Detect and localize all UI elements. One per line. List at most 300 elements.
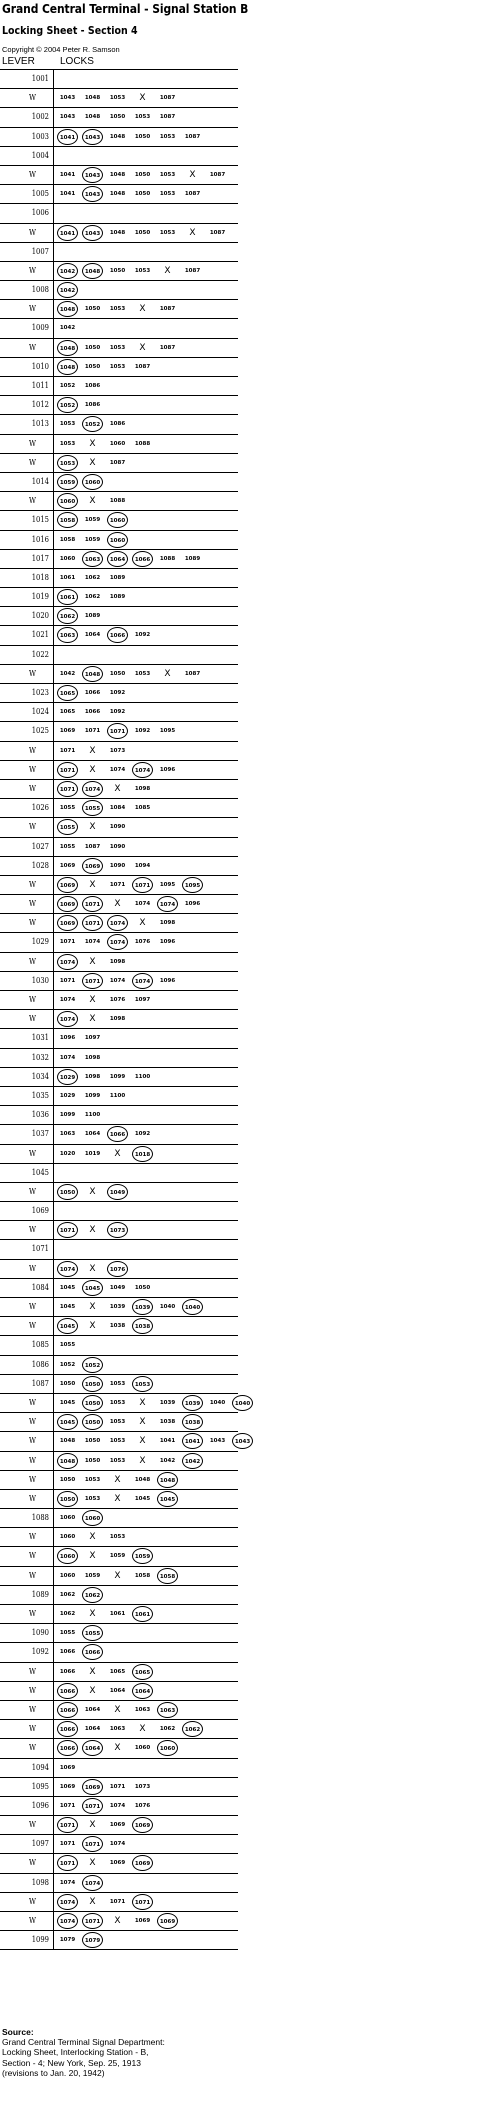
lock-circled-number: 1066 [132, 551, 153, 567]
lever-row [0, 626, 238, 645]
lock-number: 1087 [109, 459, 126, 466]
lever-label: 1090 [31, 1628, 49, 1638]
lever-row [0, 1375, 238, 1394]
lever-row [0, 780, 238, 799]
lock-circled-number: 1050 [57, 1184, 78, 1200]
lock-x-mark: X [139, 1436, 146, 1447]
lever-label: 1099 [31, 1935, 49, 1945]
lock-number: 1087 [209, 171, 226, 178]
lever-label: 1025 [31, 726, 49, 736]
lock-circled-number: 1045 [57, 1318, 78, 1334]
lever-label: W [29, 1820, 36, 1830]
lock-number: 1064 [84, 632, 101, 639]
lock-number: 1098 [159, 920, 176, 927]
lock-number: 1074 [59, 997, 76, 1003]
lever-row [0, 243, 238, 262]
lock-circled-number: 1063 [82, 551, 103, 567]
lock-number: 1064 [109, 1687, 126, 1694]
lever-row [0, 1087, 238, 1106]
lever-label: W [29, 899, 36, 909]
lock-number: 1053 [159, 133, 176, 140]
lock-circled-number: 1048 [57, 1453, 78, 1469]
lock-circled-number: 1071 [82, 1836, 103, 1852]
lock-circled-number: 1074 [82, 781, 103, 797]
lock-circled-number: 1074 [132, 762, 153, 778]
lever-label: 1094 [31, 1762, 49, 1772]
lock-number: 1099 [59, 1112, 76, 1119]
lock-number: 1060 [59, 555, 76, 562]
lock-number: 1073 [109, 747, 126, 754]
lever-row [0, 1547, 238, 1566]
lever-label: W [29, 1263, 36, 1273]
lock-number: 1065 [59, 709, 76, 716]
lever-row [0, 1778, 238, 1797]
lock-number: 1074 [59, 1054, 76, 1061]
lock-circled-number: 1060 [82, 474, 103, 490]
lever-label: 1034 [31, 1071, 49, 1081]
column-header-locks: LOCKS [60, 56, 94, 67]
lock-number: 1065 [109, 1668, 126, 1675]
lever-row [0, 991, 238, 1010]
lock-number: 1099 [109, 1073, 126, 1080]
lock-number: 1087 [184, 191, 201, 198]
lever-label: 1035 [31, 1090, 49, 1100]
lever-row [0, 838, 238, 857]
lever-label: 1002 [31, 112, 49, 122]
lock-number: 1043 [59, 114, 76, 121]
lock-x-mark: X [89, 1321, 96, 1332]
lock-number: 1053 [109, 1534, 126, 1541]
lever-label: 1032 [31, 1052, 49, 1062]
lever-label: W [29, 1455, 36, 1465]
lock-number: 1050 [134, 229, 151, 236]
lock-number: 1045 [59, 1399, 76, 1406]
lever-label: W [29, 1302, 36, 1311]
lever-row [0, 185, 238, 204]
lever-label: W [29, 1551, 36, 1561]
lock-circled-number: 1060 [82, 1510, 103, 1526]
lock-circled-number: 1058 [57, 512, 78, 528]
lock-circled-number: 1050 [82, 1395, 103, 1411]
lever-row [0, 1739, 238, 1758]
lock-circled-number: 1053 [57, 455, 78, 471]
lever-label: 1095 [31, 1781, 49, 1791]
lock-number: 1071 [84, 728, 101, 735]
lock-number: 1045 [59, 1304, 76, 1310]
lock-x-mark: X [89, 1858, 96, 1869]
lock-number: 1050 [134, 133, 151, 140]
lock-number: 1090 [109, 824, 126, 831]
lock-number: 1059 [84, 536, 101, 543]
lock-number: 1092 [109, 690, 126, 696]
lock-circled-number: 1069 [57, 915, 78, 931]
lock-circled-number: 1066 [82, 1644, 103, 1660]
lever-row [0, 684, 238, 703]
lock-number: 1063 [134, 1706, 151, 1713]
lock-number: 1048 [109, 133, 126, 140]
lever-row [0, 1567, 238, 1586]
source-line: (revisions to Jan. 20, 1942) [2, 2067, 105, 2078]
lever-label: 1012 [31, 400, 49, 410]
lever-label: W [29, 1397, 36, 1407]
lever-label: 1087 [31, 1378, 49, 1388]
lock-number: 1096 [59, 1035, 76, 1042]
lock-circled-number: 1045 [157, 1491, 178, 1507]
lock-number: 1095 [159, 728, 176, 735]
lever-row [0, 569, 238, 588]
lock-number: 1061 [59, 574, 76, 581]
lock-number: 1071 [59, 1841, 76, 1848]
lever-label: W [29, 1493, 36, 1503]
lock-number: 1045 [59, 1284, 76, 1291]
lock-number: 1060 [59, 1534, 76, 1541]
lever-row [0, 1010, 238, 1029]
lock-x-mark: X [89, 496, 96, 507]
lever-label: 1045 [31, 1167, 49, 1177]
lock-number: 1069 [109, 1822, 126, 1829]
lock-circled-number: 1055 [82, 1625, 103, 1641]
lever-label: 1084 [31, 1282, 49, 1292]
lock-number: 1064 [84, 1706, 101, 1713]
lever-row [0, 1528, 238, 1547]
lever-label: 1018 [31, 572, 49, 582]
lock-number: 1039 [159, 1399, 176, 1406]
lever-label: 1007 [31, 246, 49, 256]
lever-row [0, 1797, 238, 1816]
lock-circled-number: 1074 [132, 973, 153, 989]
lock-x-mark: X [89, 1666, 96, 1677]
lock-number: 1050 [59, 1380, 76, 1387]
lever-row [0, 1605, 238, 1624]
lock-number: 1053 [109, 1438, 126, 1445]
lever-row [0, 1931, 238, 1950]
lever-row [0, 1452, 238, 1471]
lock-number: 1079 [59, 1937, 76, 1944]
lever-label: W [29, 1474, 36, 1484]
lever-row [0, 339, 238, 358]
lever-label: 1030 [31, 975, 49, 985]
lock-circled-number: 1066 [107, 627, 128, 643]
lock-number: 1042 [159, 1457, 176, 1464]
lever-label: 1006 [31, 208, 49, 218]
lock-x-mark: X [114, 783, 121, 794]
lock-number: 1086 [109, 421, 126, 428]
lever-row [0, 1682, 238, 1701]
lever-label: 1014 [31, 476, 49, 486]
lock-number: 1050 [134, 191, 151, 198]
lock-x-mark: X [114, 1916, 121, 1926]
source-line: Section - 4; New York, Sep. 25, 1913 [2, 2057, 141, 2068]
lock-circled-number: 1050 [57, 1491, 78, 1507]
lock-circled-number: 1048 [82, 666, 103, 682]
lever-label: W [29, 1896, 36, 1906]
lock-number: 1088 [159, 555, 176, 562]
lock-number: 1060 [109, 440, 126, 447]
lever-label: 1071 [31, 1244, 49, 1254]
page-subtitle: Locking Sheet - Section 4 [2, 24, 138, 37]
lock-circled-number: 1060 [57, 1548, 78, 1564]
lever-row [0, 895, 238, 914]
lock-x-mark: X [139, 1455, 146, 1466]
lock-number: 1050 [84, 306, 101, 313]
lock-number: 1063 [109, 1726, 126, 1733]
lock-x-mark: X [139, 1417, 146, 1428]
lock-number: 1041 [159, 1438, 176, 1445]
lock-number: 1050 [84, 1457, 101, 1464]
lever-label: W [29, 1704, 36, 1714]
lock-number: 1055 [59, 843, 76, 850]
lock-x-mark: X [114, 1704, 121, 1715]
lock-number: 1098 [134, 785, 151, 792]
lock-number: 1092 [134, 728, 151, 735]
lock-circled-number: 1071 [132, 877, 153, 893]
lock-circled-number: 1069 [132, 1817, 153, 1833]
lock-number: 1085 [134, 805, 151, 812]
lock-number: 1053 [109, 1419, 126, 1426]
lock-circled-number: 1069 [57, 896, 78, 912]
lever-label: W [29, 783, 36, 793]
lock-number: 1050 [109, 114, 126, 121]
lock-number: 1069 [59, 862, 76, 869]
lock-number: 1086 [84, 402, 101, 409]
lever-label: 1096 [31, 1800, 49, 1810]
lever-row [0, 1221, 238, 1240]
lock-number: 1098 [84, 1073, 101, 1080]
lock-circled-number: 1066 [107, 1126, 128, 1142]
lock-number: 1063 [59, 1131, 76, 1138]
lever-label: 1013 [31, 419, 49, 429]
lock-circled-number: 1055 [82, 800, 103, 816]
lock-number: 1094 [134, 862, 151, 869]
lock-circled-number: 1071 [57, 781, 78, 797]
lock-number: 1086 [84, 383, 101, 389]
lock-circled-number: 1065 [132, 1664, 153, 1680]
lock-number: 1071 [59, 939, 76, 946]
lock-number: 1088 [109, 498, 126, 505]
lock-number: 1087 [159, 95, 176, 102]
lock-circled-number: 1039 [182, 1395, 203, 1411]
lock-circled-number: 1060 [157, 1740, 178, 1756]
lock-number: 1099 [84, 1092, 101, 1099]
lock-circled-number: 1038 [182, 1414, 203, 1430]
lever-label: 1003 [31, 131, 49, 141]
lock-x-mark: X [89, 995, 96, 1005]
lever-row [0, 953, 238, 972]
lock-number: 1055 [59, 805, 76, 812]
lock-circled-number: 1045 [57, 1414, 78, 1430]
lever-row [0, 1759, 238, 1778]
lever-row [0, 70, 238, 89]
lock-number: 1053 [159, 191, 176, 198]
lever-row [0, 1701, 238, 1720]
lock-number: 1050 [84, 1438, 101, 1445]
lock-circled-number: 1059 [132, 1548, 153, 1564]
lever-label: 1026 [31, 803, 49, 813]
lever-label: W [29, 1685, 36, 1695]
lever-label: W [29, 1321, 36, 1331]
lock-number: 1087 [159, 344, 176, 351]
lock-number: 1053 [159, 171, 176, 178]
lever-row [0, 1874, 238, 1893]
lock-x-mark: X [89, 1532, 96, 1543]
lock-x-mark: X [89, 822, 96, 833]
lock-circled-number: 1061 [132, 1606, 153, 1622]
lever-label: 1028 [31, 860, 49, 870]
lock-circled-number: 1071 [57, 1855, 78, 1871]
lock-number: 1053 [134, 670, 151, 677]
lock-number: 1076 [109, 997, 126, 1003]
lever-row [0, 1624, 238, 1643]
lock-circled-number: 1043 [82, 225, 103, 241]
lock-number: 1048 [109, 229, 126, 236]
lock-circled-number: 1062 [182, 1721, 203, 1737]
lever-row [0, 1893, 238, 1912]
lock-circled-number: 1073 [107, 1222, 128, 1238]
lock-circled-number: 1071 [57, 1817, 78, 1833]
lock-number: 1053 [109, 306, 126, 313]
lever-row [0, 415, 238, 434]
lock-number: 1052 [59, 383, 76, 389]
source-line: Locking Sheet, Interlocking Station - B, [2, 2047, 149, 2058]
lock-number: 1098 [109, 958, 126, 965]
lock-number: 1071 [109, 1898, 126, 1905]
lock-number: 1040 [209, 1399, 226, 1406]
lock-number: 1041 [59, 171, 76, 178]
lock-circled-number: 1063 [157, 1702, 178, 1718]
lock-circled-number: 1065 [57, 685, 78, 701]
lever-row [0, 1643, 238, 1662]
lock-number: 1050 [84, 344, 101, 351]
lever-row [0, 1336, 238, 1355]
lock-circled-number: 1050 [82, 1414, 103, 1430]
lock-x-mark: X [89, 1302, 96, 1312]
lever-label: W [29, 342, 36, 352]
lever-label: 1011 [31, 381, 49, 390]
lever-label: W [29, 1743, 36, 1753]
lever-row [0, 1394, 251, 1413]
lever-label: 1097 [31, 1839, 49, 1849]
lever-row [0, 857, 238, 876]
lock-number: 1087 [84, 843, 101, 850]
lever-row [0, 281, 238, 300]
lock-circled-number: 1069 [157, 1913, 178, 1929]
lever-label: W [29, 995, 36, 1004]
lock-circled-number: 1071 [57, 762, 78, 778]
lock-circled-number: 1074 [57, 1894, 78, 1910]
lever-row [0, 454, 238, 473]
lever-label: 1092 [31, 1647, 49, 1657]
lock-number: 1066 [84, 709, 101, 716]
lock-number: 1064 [84, 1726, 101, 1733]
lever-row [0, 358, 238, 377]
lever-label: 1019 [31, 592, 49, 602]
lever-label: W [29, 1858, 36, 1868]
lever-row [0, 1279, 238, 1298]
lever-row [0, 933, 238, 952]
lock-number: 1053 [109, 344, 126, 351]
lock-number: 1053 [84, 1476, 101, 1483]
lock-circled-number: 1074 [107, 915, 128, 931]
lever-row [0, 128, 238, 147]
lever-row [0, 262, 238, 281]
lever-row [0, 914, 238, 933]
lever-row [0, 1183, 238, 1202]
lever-row [0, 742, 238, 761]
lever-label: 1086 [31, 1359, 49, 1369]
lock-number: 1084 [109, 805, 126, 812]
lock-number: 1074 [59, 1879, 76, 1886]
lock-number: 1059 [84, 517, 101, 524]
lock-number: 1074 [84, 939, 101, 946]
lever-row [0, 1260, 238, 1279]
lock-number: 1052 [59, 1361, 76, 1368]
lock-circled-number: 1041 [57, 225, 78, 241]
lever-row [0, 665, 238, 684]
lock-number: 1060 [59, 1572, 76, 1579]
lock-number: 1087 [184, 133, 201, 140]
column-header-lever: LEVER [2, 56, 35, 67]
lock-number: 1087 [209, 229, 226, 236]
lever-label: W [29, 764, 36, 774]
lock-number: 1071 [109, 1783, 126, 1790]
lock-number: 1055 [59, 1630, 76, 1637]
lock-number: 1064 [84, 1131, 101, 1138]
lock-number: 1053 [109, 1380, 126, 1387]
lock-circled-number: 1069 [132, 1855, 153, 1871]
lock-number: 1053 [134, 114, 151, 121]
lock-number: 1096 [184, 901, 201, 908]
lock-number: 1087 [184, 670, 201, 677]
lever-row [0, 1509, 238, 1528]
lever-row [0, 204, 238, 223]
lock-number: 1053 [59, 421, 76, 428]
lock-number: 1040 [159, 1304, 176, 1310]
lock-x-mark: X [89, 457, 96, 468]
lock-circled-number: 1066 [57, 1740, 78, 1756]
lock-x-mark: X [114, 1743, 121, 1754]
lock-number: 1069 [59, 1764, 76, 1771]
lock-number: 1089 [109, 594, 126, 601]
lock-number: 1059 [84, 1572, 101, 1579]
lock-number: 1060 [134, 1745, 151, 1752]
lock-number: 1087 [184, 267, 201, 274]
lock-number: 1050 [84, 363, 101, 370]
lock-x-mark: X [114, 1148, 121, 1159]
lever-row [0, 1413, 238, 1432]
lever-label: 1088 [31, 1513, 49, 1523]
lock-circled-number: 1042 [57, 263, 78, 279]
lever-label: 1001 [31, 74, 49, 83]
lock-x-mark: X [89, 1551, 96, 1562]
lever-row [0, 876, 238, 895]
lever-label: W [29, 1609, 36, 1618]
lock-circled-number: 1052 [82, 416, 103, 432]
lock-circled-number: 1063 [57, 627, 78, 643]
lever-row [0, 761, 238, 780]
lever-label: W [29, 265, 36, 275]
lock-circled-number: 1050 [82, 1376, 103, 1392]
lever-label: W [29, 496, 36, 506]
lock-x-mark: X [89, 438, 96, 449]
lever-label: 1010 [31, 361, 49, 371]
lever-row [0, 1202, 238, 1221]
lock-x-mark: X [89, 1820, 96, 1831]
lock-circled-number: 1038 [132, 1318, 153, 1334]
lock-x-mark: X [89, 764, 96, 775]
lock-x-mark: X [189, 169, 196, 180]
lever-row [0, 1106, 238, 1125]
lock-number: 1053 [109, 363, 126, 370]
